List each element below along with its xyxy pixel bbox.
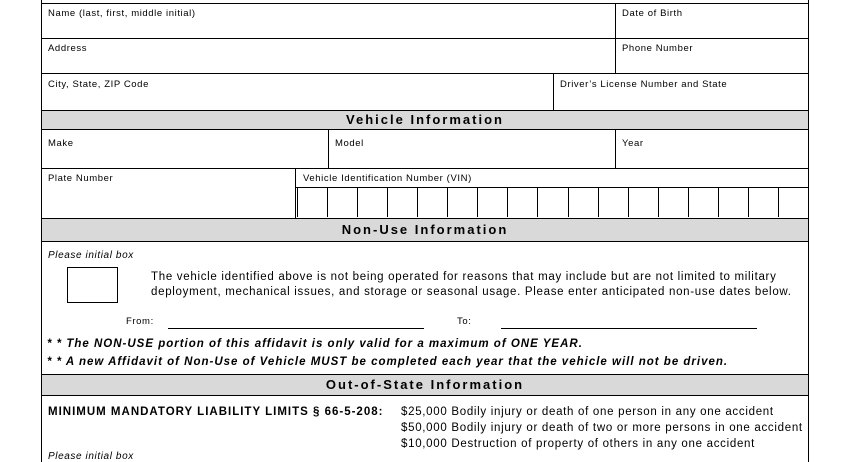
plate-label: Plate Number bbox=[48, 173, 114, 184]
liability-limit-2: $50,000 Bodily injury or death of two or more persons in one accident bbox=[401, 422, 803, 434]
liability-limit-3: $10,000 Destruction of property of others in any one accident bbox=[401, 438, 756, 450]
license-label: Driver’s License Number and State bbox=[560, 79, 728, 90]
nonuse-initial-label: Please initial box bbox=[48, 250, 134, 261]
liability-limits-label: MINIMUM MANDATORY LIABILITY LIMITS § 66-5-208: bbox=[48, 406, 384, 418]
nonuse-statement-line1: The vehicle identified above is not being operated for reasons that may include but are not limited to military bbox=[151, 271, 777, 283]
vin-character-box[interactable] bbox=[658, 187, 688, 217]
nonuse-note-validity: * * The NON-USE portion of this affidavit is only valid for a maximum of ONE YEAR. bbox=[47, 338, 583, 350]
address-field[interactable] bbox=[42, 39, 614, 73]
vin-character-box[interactable] bbox=[718, 187, 748, 217]
from-date-line[interactable] bbox=[168, 328, 424, 329]
phone-field[interactable] bbox=[616, 39, 808, 73]
address-label: Address bbox=[48, 43, 88, 54]
vin-character-box[interactable] bbox=[417, 187, 447, 217]
vehicle-section-header: Vehicle Information bbox=[41, 110, 809, 130]
liability-limit-1: $25,000 Bodily injury or death of one person in any one accident bbox=[401, 406, 774, 418]
vin-character-box[interactable] bbox=[327, 187, 357, 217]
vin-character-box[interactable] bbox=[688, 187, 718, 217]
make-field[interactable] bbox=[42, 131, 327, 168]
name-label: Name (last, first, middle initial) bbox=[48, 8, 196, 19]
make-label: Make bbox=[48, 138, 74, 149]
vin-character-box[interactable] bbox=[568, 187, 598, 217]
city-label: City, State, ZIP Code bbox=[48, 79, 149, 90]
dob-field[interactable] bbox=[616, 4, 808, 38]
vin-character-box[interactable] bbox=[748, 187, 778, 217]
vin-character-box[interactable] bbox=[357, 187, 387, 217]
nonuse-initial-box[interactable] bbox=[67, 267, 118, 303]
vin-character-box[interactable] bbox=[778, 187, 808, 217]
from-label: From: bbox=[126, 316, 154, 327]
to-label: To: bbox=[457, 316, 472, 327]
vin-character-box[interactable] bbox=[537, 187, 567, 217]
name-field[interactable] bbox=[42, 4, 614, 38]
to-date-line[interactable] bbox=[501, 328, 757, 329]
divider bbox=[295, 168, 296, 218]
phone-label: Phone Number bbox=[622, 43, 694, 54]
vin-character-box[interactable] bbox=[387, 187, 417, 217]
city-state-zip-field[interactable] bbox=[42, 74, 552, 110]
vin-character-box[interactable] bbox=[477, 187, 507, 217]
nonuse-statement-line2: deployment, mechanical issues, and storage or seasonal usage. Please enter anticipated non-use dates below. bbox=[151, 286, 792, 298]
model-field[interactable] bbox=[329, 131, 614, 168]
vin-character-box[interactable] bbox=[598, 187, 628, 217]
nonuse-note-annual: * * A new Affidavit of Non-Use of Vehicle MUST be completed each year that the vehicle will not be driven. bbox=[47, 356, 729, 368]
dob-label: Date of Birth bbox=[622, 8, 683, 19]
plate-number-field[interactable] bbox=[42, 169, 295, 218]
vin-character-box[interactable] bbox=[447, 187, 477, 217]
license-field[interactable] bbox=[554, 74, 808, 110]
vin-label: Vehicle Identification Number (VIN) bbox=[303, 173, 472, 184]
nonuse-section-header: Non-Use Information bbox=[41, 218, 809, 242]
year-label: Year bbox=[622, 138, 644, 149]
year-field[interactable] bbox=[616, 131, 808, 168]
outofstate-initial-label: Please initial box bbox=[48, 451, 134, 462]
model-label: Model bbox=[335, 138, 364, 149]
outofstate-section-header: Out-of-State Information bbox=[41, 374, 809, 396]
vin-character-box[interactable] bbox=[628, 187, 658, 217]
vin-character-box[interactable] bbox=[507, 187, 537, 217]
vin-character-box[interactable] bbox=[297, 187, 327, 217]
